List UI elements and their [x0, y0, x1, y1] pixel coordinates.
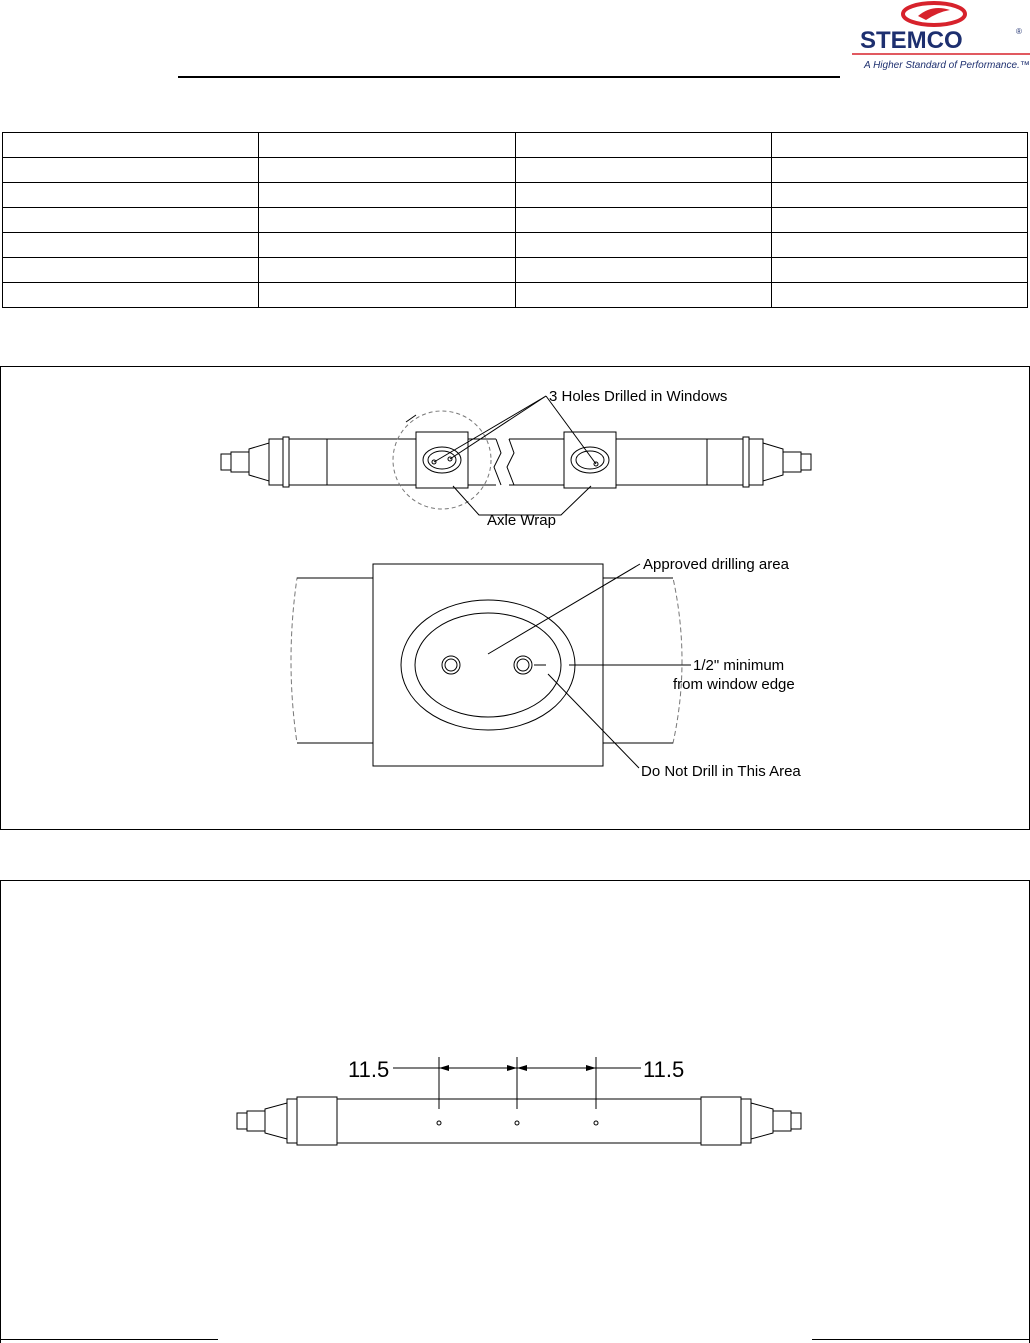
brand-registered: ®: [1016, 27, 1022, 36]
hole-marker-2: [515, 1121, 519, 1125]
hole-layout-panel: [0, 880, 1030, 1343]
table-row: [3, 233, 1028, 258]
axle-top-view: [221, 396, 811, 515]
table-row: [3, 183, 1028, 208]
header-rule: [178, 76, 840, 78]
table-cell: [3, 133, 259, 158]
table-cell: [771, 158, 1027, 183]
logo-swoosh-s-icon: [918, 8, 950, 20]
drilling-diagram: [1, 367, 1029, 829]
stemco-logo: [852, 0, 1030, 74]
table-cell: [259, 158, 515, 183]
left-spacing-label: 11.5: [348, 1057, 390, 1082]
table-cell: [771, 208, 1027, 233]
table-cell: [259, 208, 515, 233]
axle-side-view: [237, 1057, 801, 1145]
table-cell: [3, 258, 259, 283]
callout-no-drill: Do Not Drill in This Area: [641, 763, 801, 780]
callout-approved: Approved drilling area: [643, 556, 789, 573]
table-cell: [515, 233, 771, 258]
spec-table: [2, 132, 1028, 308]
table-row: [3, 158, 1028, 183]
table-cell: [3, 233, 259, 258]
table-cell: [515, 133, 771, 158]
table-cell: [771, 283, 1027, 308]
footer-rule-right: [812, 1339, 1030, 1340]
drilling-diagram-panel: [0, 366, 1030, 830]
table-cell: [259, 258, 515, 283]
table-cell: [771, 183, 1027, 208]
table-cell: [771, 258, 1027, 283]
callout-min-line1: 1/2" minimum: [693, 657, 785, 674]
hole-marker-3: [594, 1121, 598, 1125]
table-cell: [515, 258, 771, 283]
callout-wrap: Axle Wrap: [487, 512, 556, 529]
hole-marker-1: [437, 1121, 441, 1125]
table-row: [3, 133, 1028, 158]
table-cell: [515, 283, 771, 308]
table-cell: [3, 283, 259, 308]
callout-holes: 3 Holes Drilled in Windows: [549, 388, 728, 405]
brand-tagline: A Higher Standard of Performance.™: [864, 60, 1030, 71]
table-cell: [515, 158, 771, 183]
footer-rule-left: [0, 1339, 218, 1340]
table-row: [3, 283, 1028, 308]
table-cell: [515, 183, 771, 208]
table-cell: [259, 283, 515, 308]
table-cell: [3, 208, 259, 233]
table-cell: [515, 208, 771, 233]
table-cell: [259, 233, 515, 258]
hole-layout-diagram: [1, 881, 1029, 1343]
spec-table-body: [3, 133, 1028, 308]
brand-name: STEMCO: [860, 27, 963, 54]
table-cell: [259, 183, 515, 208]
callout-min-line2: from window edge: [673, 676, 795, 693]
table-cell: [771, 233, 1027, 258]
table-cell: [259, 133, 515, 158]
table-row: [3, 208, 1028, 233]
table-cell: [3, 158, 259, 183]
table-row: [3, 258, 1028, 283]
table-cell: [3, 183, 259, 208]
table-cell: [771, 133, 1027, 158]
window-detail-view: [291, 564, 691, 768]
right-spacing-label: 11.5: [643, 1057, 685, 1082]
